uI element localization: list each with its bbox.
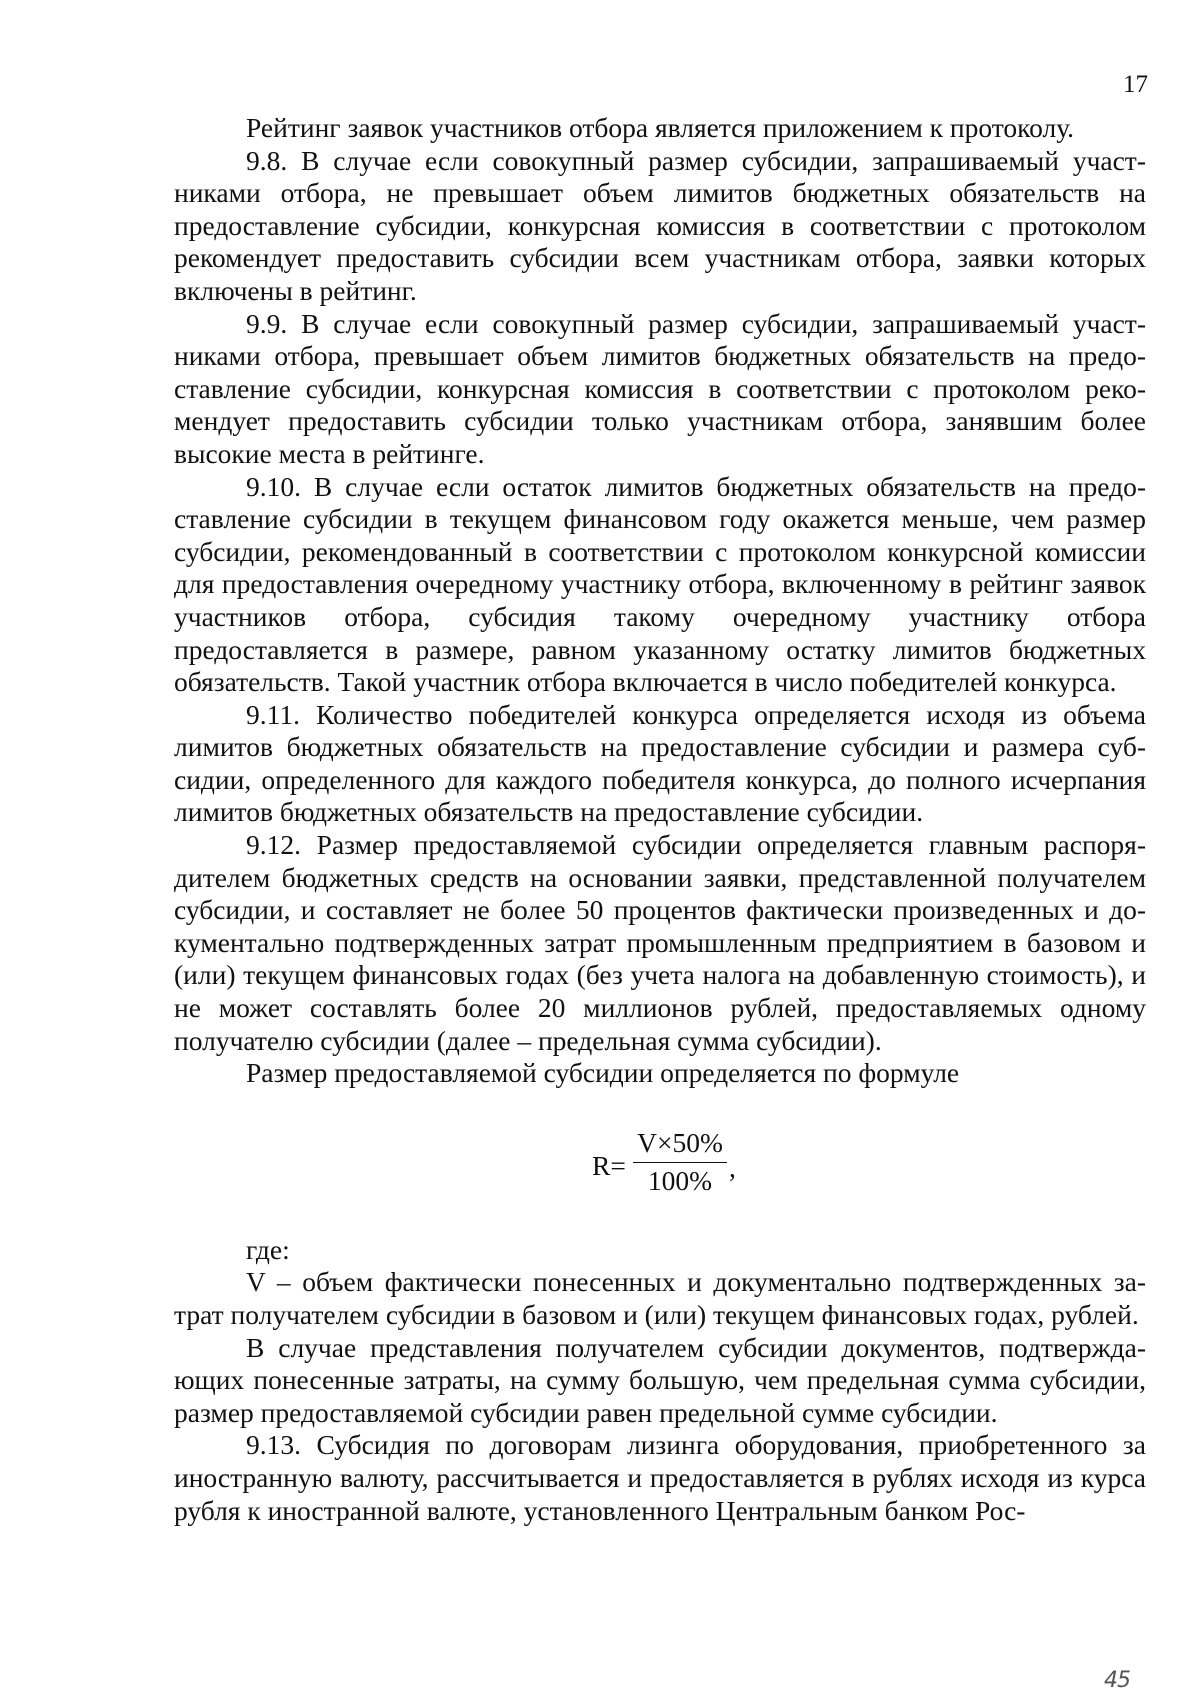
paragraph: Рейтинг заявок участников отбора является приложением к протоколу. [246,112,1075,143]
formula-denominator: 100% [647,1164,713,1196]
paragraph: 9.11. Количество победителей конкурса определяется исходя из объема лимитов бюджетных обязательств на предоставление субсидии и размера субсидии, определенного для каждого победителя конкурса, до полного исчерпания лимитов бюджетных обязательств на предоставление субсидии. [174,698,1146,828]
formula-trailing: , [729,1151,736,1183]
paragraph: 9.8. В случае если совокупный размер субсидии, запрашиваемый участниками отбора, не превышает объем лимитов бюджетных обязательств на предоставление субсидии, конкурсная комиссия в соответствии с протоколом рекомендует предоставить субсидии всем участникам отбора, заявки которых включены в рейтинг. [174,144,1146,306]
paragraph: 9.9. В случае если совокупный размер субсидии, запрашиваемый участниками отбора, превышает объем лимитов бюджетных обязательств на предоставление субсидии, конкурсная комиссия в соответствии с протоколом рекомендует предоставить субсидии только участникам отбора, занявшим более высокие места в рейтинге. [174,307,1146,469]
paragraph: В случае представления получателем субсидии документов, подтверждающих понесенные затраты, на сумму большую, чем предельная сумма субсидии, размер предоставляемой субсидии равен предельной сумме субсидии. [174,1331,1146,1428]
page-number: 17 [1123,71,1148,98]
paragraph: Размер предоставляемой субсидии определяется по формуле [246,1057,960,1089]
formula-lhs: R= [592,1149,626,1181]
handwritten-mark: 45 [1104,1668,1130,1693]
subsidy-formula [174,1126,1146,1208]
paragraph: где: [246,1233,290,1265]
paragraph: 9.13. Субсидия по договорам лизинга оборудования, приобретенного за иностранную валюту, рассчитывается и предоставляется в рублях исходя из курса рубля к иностранной валюте, установленного Центральным банком Рос- [174,1429,1146,1526]
paragraph: V – объем фактически понесенных и документально подтвержденных затрат получателем субсидии в базовом и (или) текущем финансовых годах, рублей. [174,1266,1146,1330]
document-body [174,112,1146,1527]
paragraph: 9.10. В случае если остаток лимитов бюджетных обязательств на предоставление субсидии в текущем финансовом году окажется меньше, чем размер субсидии, рекомендованный в соответствии с протоколом конкурсной комиссии для предоставления очередному участнику отбора, включенному в рейтинг заявок участников отбора, субсидия такому очередному участнику отбора предоставляется в размере, равном указанному остатку лимитов бюджетных обязательств. Такой участник отбора включается в число победителей конкурса. [174,470,1146,698]
formula-fraction [633,1126,727,1199]
paragraph: 9.12. Размер предоставляемой субсидии определяется главным распорядителем бюджетных средств на основании заявки, представленной получателем субсидии, и составляет не более 50 процентов фактически произведенных и документально подтвержденных затрат промышленным предприятием в базовом и (или) текущем финансовых годах (без учета налога на добавленную стоимость), и не может составлять более 20 миллионов рублей, предоставляемых одному получателю субсидии (далее – предельная сумма субсидии). [174,829,1146,1056]
formula-numerator: V×50% [633,1126,727,1163]
